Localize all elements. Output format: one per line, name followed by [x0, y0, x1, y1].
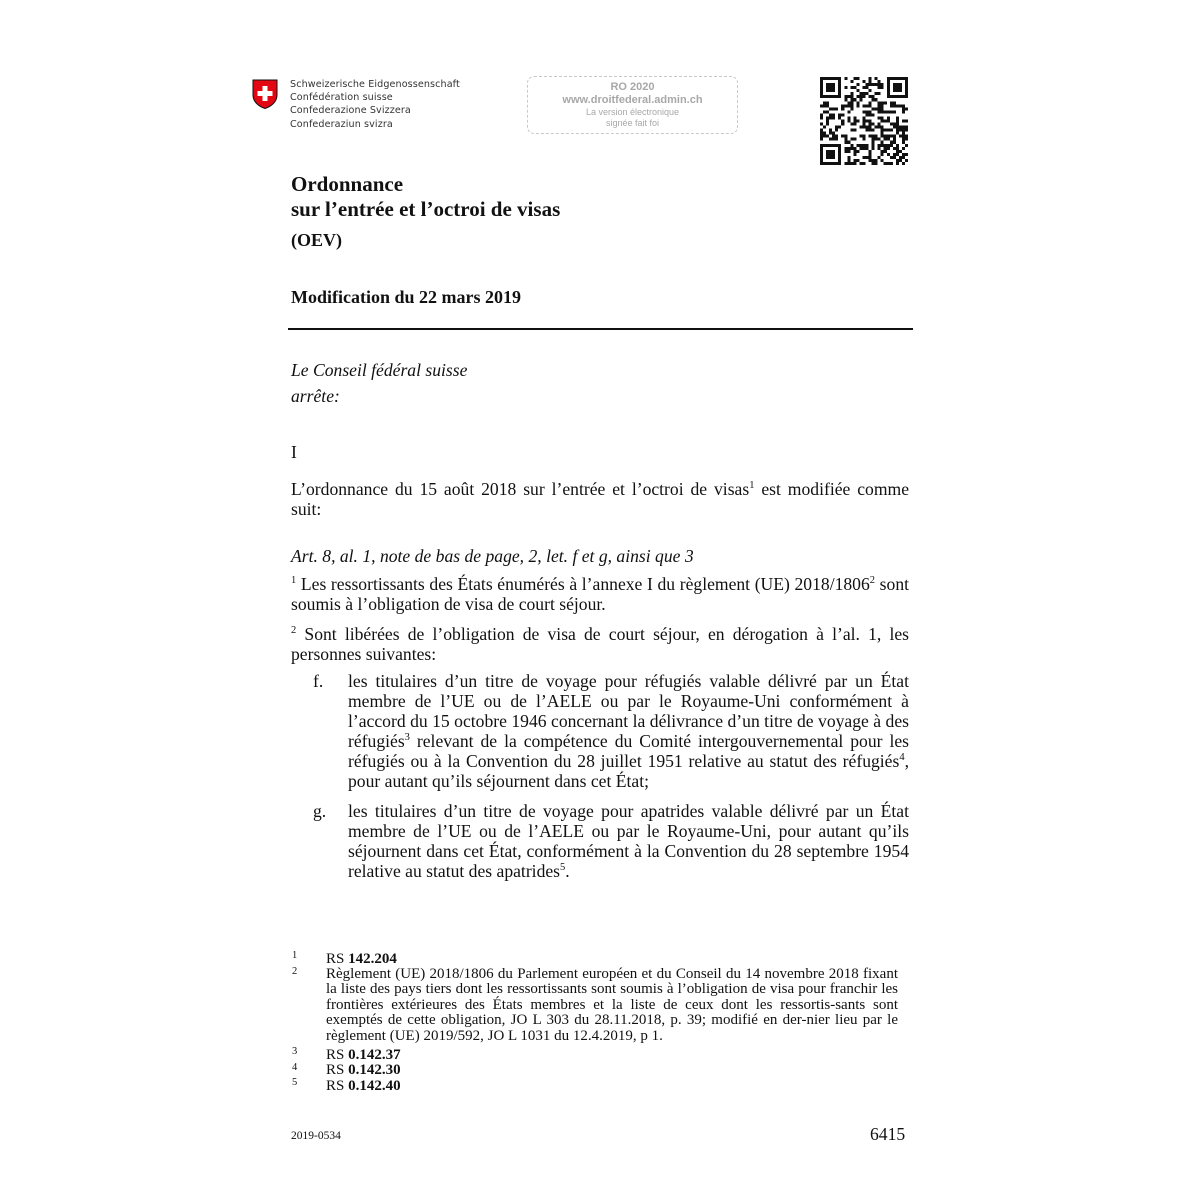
- document-title: [291, 172, 560, 222]
- gov-name-fr: Confédération suisse: [290, 92, 393, 104]
- article-heading: Art. 8, al. 1, note de bas de page, 2, let. f et g, ainsi que 3: [291, 546, 694, 566]
- section-number: I: [291, 442, 297, 462]
- footnote-ref[interactable]: 2: [869, 575, 876, 587]
- paragraph-number: 1: [291, 575, 297, 587]
- list-item-f: les titulaires d’un titre de voyage pour réfugiés valable délivré par un État membre de l’UE ou de l’AELE ou par le Royaume-Uni conformément à l’accord du 15 octobre 1946 concernant la délivrance d’un titre de voyage à des réfugiés$^3$ relevant de la compétence du Comité intergouvernemental pour les réfugiés ou à la Convention du 28 juillet 1951 relative au statut des réfugiés$^4$, pour autant qu’ils séjournent dans cet État;: [348, 671, 909, 791]
- footnote-number: 3: [292, 1046, 298, 1057]
- official-publication-stamp: [527, 76, 738, 134]
- title-line-2: sur l’entrée et l’octroi de visas: [291, 197, 561, 221]
- document-code: 2019-0534: [291, 1130, 341, 1142]
- list-item-g: les titulaires d’un titre de voyage pour apatrides valable délivré par un État membre de l’UE ou de l’AELE ou par le Royaume-Uni, pour autant qu’ils séjournent dans cet État, conformément à la Convention du 28 septembre 1954 relative au statut des apatrides$^5$.: [348, 801, 909, 881]
- preamble-decree: arrête:: [291, 386, 340, 406]
- footnote-4: RS 0.142.30: [326, 1062, 401, 1078]
- modification-date: Modification du 22 mars 2019: [291, 287, 522, 307]
- qr-code-icon: [820, 77, 908, 165]
- gov-name-it: Confederazione Svizzera: [290, 105, 411, 117]
- title-divider: [288, 328, 913, 330]
- footnote-number: 1: [292, 950, 298, 961]
- footnote-ref[interactable]: 4: [899, 752, 905, 764]
- footnote-2: Règlement (UE) 2018/1806 du Parlement européen et du Conseil du 14 novembre 2018 fixant la liste des pays tiers dont les ressortissants sont soumis à l’obligation de visa pour franchir les frontières extérieures des États membres et la liste de ceux dont les ressortis-sants sont exemptés de cette obligation, JO L 303 du 28.11.2018, p. 39; modifié en der-nier lieu par le règlement (UE) 2019/592, JO L 1031 du 12.4.2019, p 1.: [326, 966, 898, 1044]
- intro-paragraph: L’ordonnance du 15 août 2018 sur l’entrée et l’octroi de visas$^1$ est modifiée comme suit:: [291, 479, 910, 519]
- gov-name-de: Schweizerische Eidgenossenschaft: [290, 79, 460, 90]
- paragraph-number: 2: [291, 625, 297, 637]
- title-abbreviation: (OEV): [291, 230, 342, 250]
- footnote-number: 4: [292, 1062, 298, 1073]
- item-letter-f: f.: [313, 671, 324, 691]
- preamble-council: Le Conseil fédéral suisse: [291, 360, 468, 380]
- ro-reference: RO 2020: [610, 81, 655, 93]
- footnote-1: RS 142.204: [326, 951, 397, 967]
- paragraph-2: $^2$ Sont libérées de l’obligation de visa de court séjour, en dérogation à l’al. 1, les personnes suivantes:: [291, 624, 909, 664]
- footnote-ref[interactable]: 5: [560, 862, 566, 874]
- validity-note-line1: La version électronique: [585, 107, 680, 117]
- swiss-coat-of-arms-icon: [252, 79, 278, 109]
- source-url: www.droitfederal.admin.ch: [562, 94, 703, 106]
- footnote-3: RS 0.142.37: [326, 1047, 401, 1063]
- footnote-ref[interactable]: 1: [749, 480, 755, 492]
- item-letter-g: g.: [313, 801, 327, 821]
- footnote-ref[interactable]: 3: [404, 732, 410, 744]
- paragraph-1: $^1$ Les ressortissants des États énumérés à l’annexe I du règlement (UE) 2018/1806$^2$ sont soumis à l’obligation de visa de court séjour.: [291, 574, 909, 614]
- page-number: 6415: [870, 1124, 906, 1144]
- government-names: [290, 78, 460, 131]
- footnote-5: RS 0.142.40: [326, 1078, 401, 1094]
- validity-note-line2: signée fait foi: [605, 117, 660, 128]
- footnote-number: 2: [292, 966, 298, 977]
- gov-name-rm: Confederaziun svizra: [290, 118, 393, 130]
- footnote-number: 5: [292, 1077, 298, 1088]
- title-line-1: Ordonnance: [291, 172, 404, 196]
